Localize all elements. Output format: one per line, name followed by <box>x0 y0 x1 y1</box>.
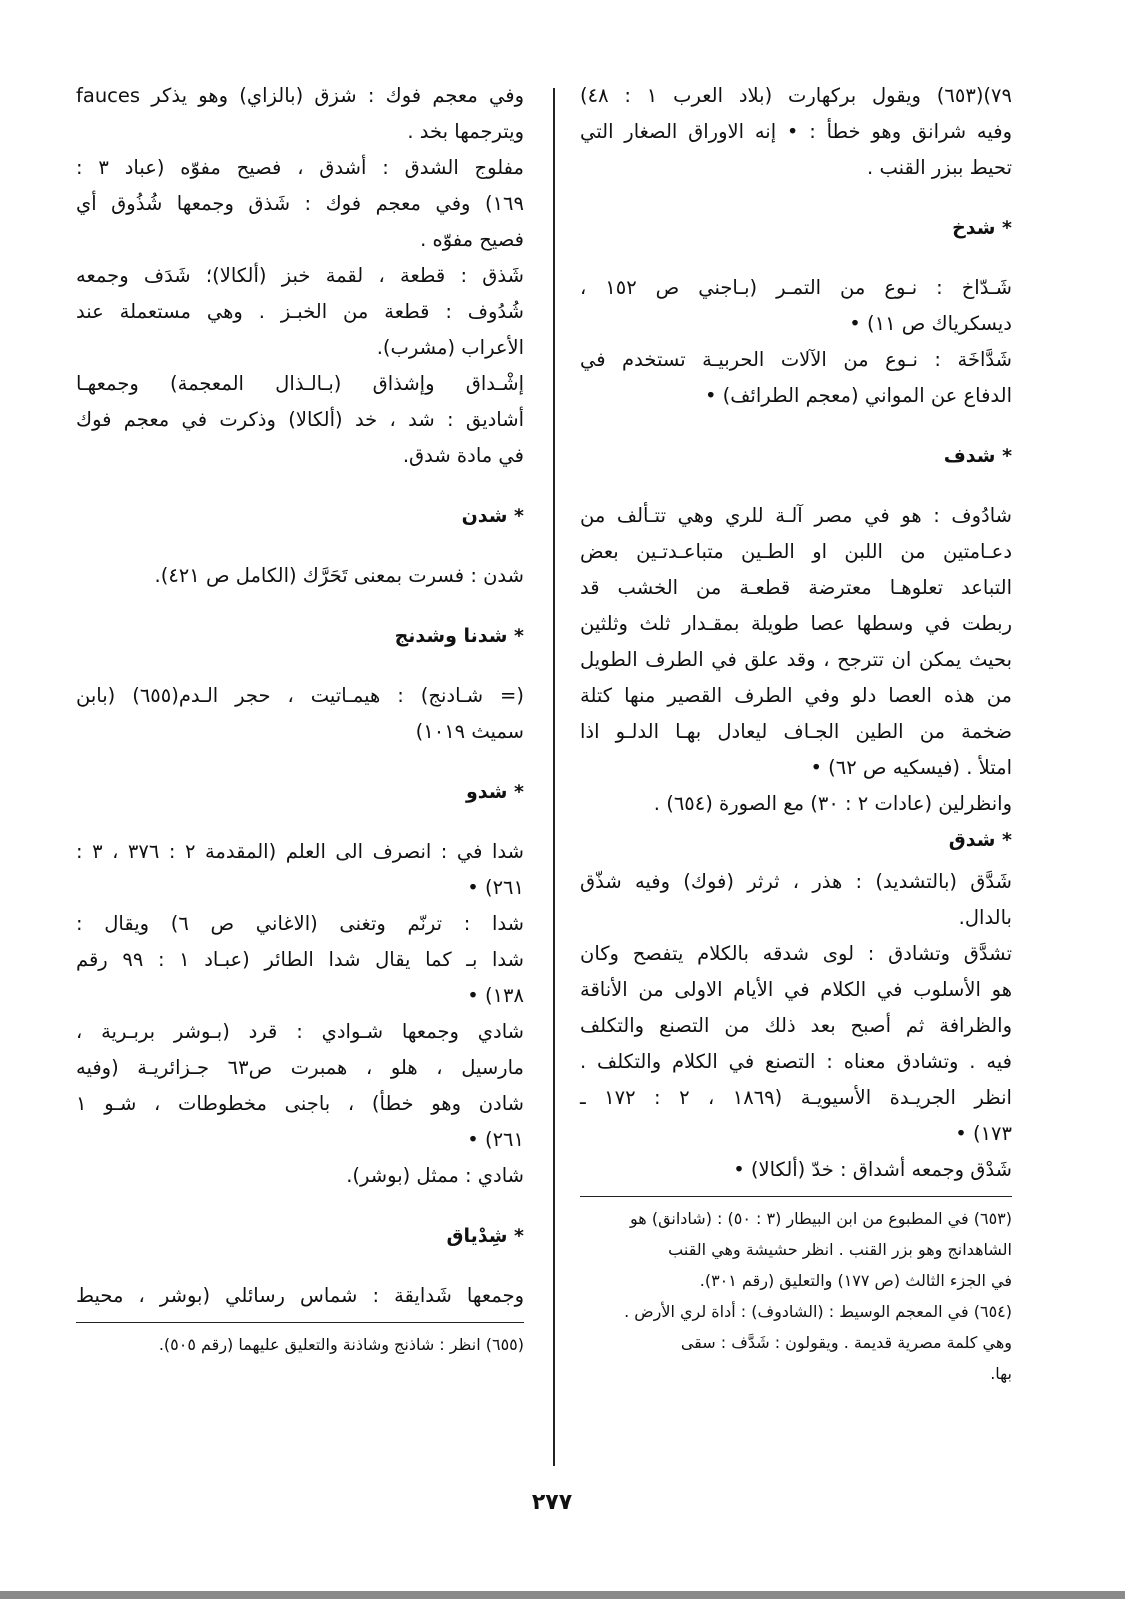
footnote-line: وهي كلمة مصرية قديمة . ويقولون : شَدَّف : سقى <box>680 1333 1012 1352</box>
text-line: دعـامتين من اللبن او الطـين متباعـدتـين بعض <box>580 540 1012 563</box>
footnotes <box>76 1329 524 1360</box>
text-line: هو الأسلوب في الكلام في الأيام الاولى من الأناقة <box>580 978 1012 1001</box>
entry-heading: * شدق <box>948 829 1012 851</box>
right-column <box>580 78 1012 1389</box>
text-line: ديسكرياك ص ١١) • <box>849 312 1012 335</box>
text-line: ١٣٨) • <box>467 984 524 1007</box>
text-line: ٢٦١) • <box>467 876 524 899</box>
footnote-line: (٦٥٣) في المطبوع من ابن البيطار (٣ : ٥٠) : (شادانق) هو <box>630 1209 1012 1228</box>
text-line: تشدَّق وتشادق : لوى شدقه بالكلام يتفصح وكان <box>580 942 1012 965</box>
text-line: الأعراب (مشرب). <box>376 336 524 359</box>
footnote-line: الشاهدانج وهو بزر القنب . انظر حشيشة وهي القنب <box>668 1240 1012 1259</box>
text-line: تحيط ببزر القنب . <box>867 156 1012 179</box>
text-line: وفي معجم فوك : شزق (بالزاي) وهو يذكر fauces <box>76 84 524 107</box>
text-line: انظر الجريـدة الأسيويـة (١٨٦٩ ، ٢ : ١٧٢ ـ <box>580 1086 1012 1109</box>
footnote-line: (٦٥٥) انظر : شاذنج وشاذنة والتعليق عليهما (رقم ٥٠٥). <box>158 1335 524 1354</box>
text-line: أشاديق : شد ، خد (ألكالا) وذكرت في معجم فوك <box>76 408 524 431</box>
text-line: شَدَّاخَة : نـوع من الآلات الحربيـة تستخدم في <box>580 348 1012 371</box>
column-divider <box>553 88 555 1466</box>
entry-heading: * شدنا وشدنج <box>394 625 524 647</box>
text-line: من هذه العصا دلو وفي الطرف القصير منها كتلة <box>580 684 1012 707</box>
text-line: امتلأ . (فيسكيه ص ٦٢) • <box>810 756 1012 779</box>
text-line: وجمعها شَدايقة : شماس رسائلي (بوشر ، محيط <box>76 1284 524 1307</box>
text-line: شادي : ممثل (بوشر). <box>346 1164 524 1187</box>
text-line: وفيه شرانق وهو خطأ : • إنه الاوراق الصغار التي <box>580 120 1012 143</box>
text-line: والظرافة ثم أصبح بعد ذلك من التصنع والتكلف <box>580 1014 1012 1037</box>
text-line: فيه . وتشادق معناه : التصنع في الكلام والتكلف . <box>580 1050 1012 1073</box>
text-line: (= شـادنج) : هيمـاتيت ، حجر الـدم(٦٥٥) (بابن <box>76 684 524 707</box>
footnote-rule <box>76 1322 524 1323</box>
text-line: شدن : فسرت بمعنى تَحَرَّك (الكامل ص ٤٢١). <box>154 564 524 587</box>
footnotes <box>580 1203 1012 1389</box>
text-line: سميث ١٠١٩) <box>415 720 524 743</box>
text-line: ١٧٣) • <box>955 1122 1012 1145</box>
footnote-line: (٦٥٤) في المعجم الوسيط : (الشادوف) : أداة لري الأرض . <box>624 1302 1012 1321</box>
text-line: وانظرلين (عادات ٢ : ٣٠) مع الصورة (٦٥٤) . <box>653 792 1012 815</box>
footnote-line: في الجزء الثالث (ص ١٧٧) والتعليق (رقم ٣٠١). <box>699 1271 1012 1290</box>
text-line: بحيث يمكن ان تترجح ، وقد علق في الطرف الطويل <box>580 648 1012 671</box>
text-line: ضخمة من الطين الجـاف ليعادل بهـا الدلـو اذا <box>580 720 1012 743</box>
text-line: فصيح مفوّه . <box>420 228 524 251</box>
text-line: في مادة شدق. <box>402 444 524 467</box>
text-line: شَذق : قطعة ، لقمة خبز (ألكالا)؛ شَدَف وجمعه <box>76 264 524 287</box>
text-line: ويترجمها بخد . <box>407 120 524 143</box>
entry-heading: * شدو <box>465 781 524 803</box>
text-line: شُدُوف : قطعة من الخبـز . وهي مستعملة عند <box>76 300 524 323</box>
text-line: شادُوف : هو في مصر آلـة للري وهي تتـألف من <box>580 504 1012 527</box>
text-line: شَـدّاخ : نـوع من التمـر (بـاجني ص ١٥٢ ، <box>580 276 1012 299</box>
footnote-rule <box>580 1196 1012 1197</box>
text-line: الدفاع عن المواني (معجم الطرائف) • <box>704 384 1012 407</box>
text-line: شدا بـ كما يقال شدا الطائر (عبـاد ١ : ٩٩ رقم <box>76 948 524 971</box>
text-line: شادي وجمعها شـوادي : قرد (بـوشر بربـرية ، <box>76 1020 524 1043</box>
text-line: شادن وهو خطأ) ، باجنى مخطوطات ، شـو ١ <box>76 1092 524 1115</box>
footnote-line: بها. <box>990 1364 1012 1383</box>
text-line: شَدْق وجمعه أشداق : خدّ (ألكالا) • <box>733 1158 1012 1181</box>
text-line: التباعد تعلوهـا معترضة قطعـة من الخشب قد <box>580 576 1012 599</box>
page-number: ٢٧٧ <box>531 1490 573 1515</box>
text-line: ١٦٩) وفي معجم فوك : شَذق وجمعها شُذُوق أي <box>76 192 524 215</box>
text-line: ربطت في وسطها عصا طويلة بمقـدار ثلث وثلثين <box>580 612 1012 635</box>
entry-heading: * شدخ <box>952 217 1012 239</box>
text-line: إشْـداق وإشذاق (بـالـذال المعجمة) وجمعهـا <box>76 372 524 395</box>
text-line: شدا : ترنّم وتغنى (الاغاني ص ٦) ويقال : <box>76 912 524 935</box>
entry-heading: * شدن <box>461 505 524 527</box>
text-line: مارسيل ، هلو ، همبرت ص٦٣ جـزائريـة (وفيه <box>76 1056 524 1079</box>
scan-edge <box>0 1591 1125 1599</box>
text-line: مفلوج الشدق : أشدق ، فصيح مفوّه (عباد ٣ : <box>76 156 524 179</box>
entry-heading: * شدف <box>943 445 1012 467</box>
text-line: ٧٩)(٦٥٣) ويقول بركهارت (بلاد العرب ١ : ٤٨) <box>580 84 1012 107</box>
text-line: بالدال. <box>958 906 1012 929</box>
left-column <box>76 78 524 1360</box>
entry-heading: * شِدْياق <box>446 1225 524 1247</box>
text-line: شدا في : انصرف الى العلم (المقدمة ٢ : ٣٧٦ ، ٣ : <box>76 840 524 863</box>
text-line: ٢٦١) • <box>467 1128 524 1151</box>
text-line: شَدَّق (بالتشديد) : هذر ، ثرثر (فوك) وفيه شذّق <box>580 870 1012 893</box>
